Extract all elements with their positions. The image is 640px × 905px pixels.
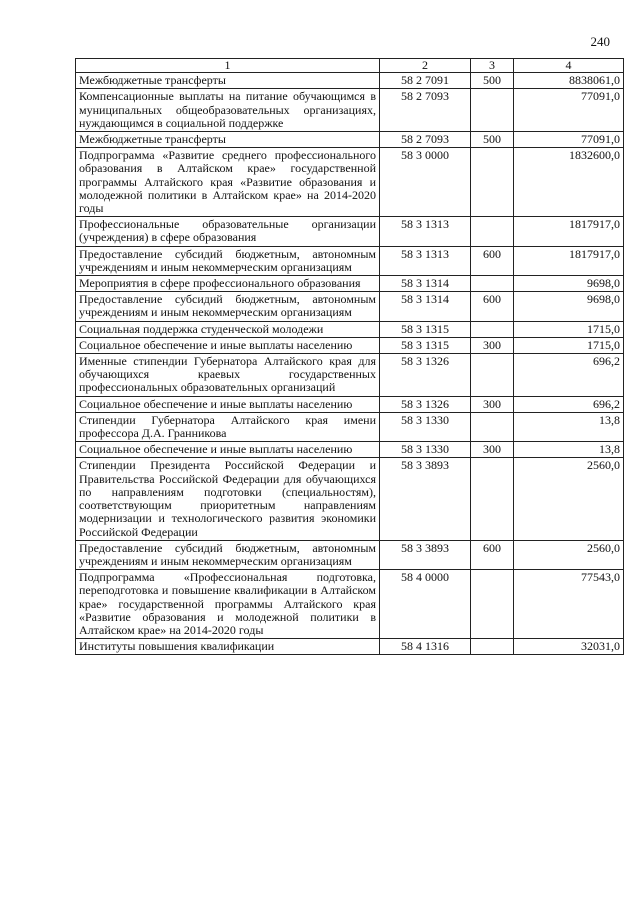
row-name-cell: Социальное обеспечение и иные выплаты населению (76, 396, 380, 412)
column-header: 4 (514, 59, 624, 73)
table-row (76, 246, 624, 275)
table-row (76, 396, 624, 412)
row-code-cell: 58 3 1315 (380, 337, 471, 353)
row-type-cell (471, 321, 514, 337)
row-type-cell: 600 (471, 540, 514, 569)
row-code-cell: 58 3 0000 (380, 148, 471, 217)
table-row (76, 73, 624, 89)
row-name-cell: Компенсационные выплаты на питание обучающимся в муниципальных общеобразовательных организациях, нуждающимся в социальной поддержке (76, 89, 380, 132)
row-name-cell: Подпрограмма «Профессиональная подготовка, переподготовка и повышение квалификации в Алтайском крае» государственной программы Алтайского края «Развитие образования и молодежной политики в Алтайском крае» на 2014-2020 годы (76, 570, 380, 639)
column-header: 3 (471, 59, 514, 73)
row-code-cell: 58 2 7093 (380, 89, 471, 132)
row-amount-cell: 13,8 (514, 442, 624, 458)
row-code-cell: 58 4 0000 (380, 570, 471, 639)
row-code-cell: 58 3 1326 (380, 396, 471, 412)
row-amount-cell: 696,2 (514, 354, 624, 397)
row-type-cell: 500 (471, 132, 514, 148)
table-row (76, 458, 624, 540)
table-row (76, 337, 624, 353)
row-amount-cell: 9698,0 (514, 276, 624, 292)
table-row (76, 639, 624, 655)
row-name-cell: Институты повышения квалификации (76, 639, 380, 655)
row-name-cell: Именные стипендии Губернатора Алтайского края для обучающихся краевых государственных профессиональных образовательных организаций (76, 354, 380, 397)
row-amount-cell: 8838061,0 (514, 73, 624, 89)
row-amount-cell: 1715,0 (514, 321, 624, 337)
row-amount-cell: 9698,0 (514, 292, 624, 321)
row-amount-cell: 32031,0 (514, 639, 624, 655)
row-amount-cell: 1832600,0 (514, 148, 624, 217)
row-name-cell: Подпрограмма «Развитие среднего профессионального образования в Алтайском крае» государственной программы Алтайского края «Развитие образования и молодежной политики в Алтайском крае» на 2014-2020 годы (76, 148, 380, 217)
row-name-cell: Предоставление субсидий бюджетным, автономным учреждениям и иным некоммерческим организациям (76, 246, 380, 275)
row-type-cell: 300 (471, 442, 514, 458)
row-amount-cell: 1817917,0 (514, 217, 624, 246)
row-type-cell (471, 89, 514, 132)
column-header: 1 (76, 59, 380, 73)
row-name-cell: Социальная поддержка студенческой молодежи (76, 321, 380, 337)
row-amount-cell: 2560,0 (514, 540, 624, 569)
row-code-cell: 58 3 1315 (380, 321, 471, 337)
row-name-cell: Предоставление субсидий бюджетным, автономным учреждениям и иным некоммерческим организациям (76, 540, 380, 569)
row-type-cell (471, 354, 514, 397)
page-number: 240 (590, 34, 610, 49)
table-row (76, 321, 624, 337)
row-name-cell: Социальное обеспечение и иные выплаты населению (76, 337, 380, 353)
budget-table (75, 58, 624, 655)
row-code-cell: 58 3 3893 (380, 458, 471, 540)
column-header: 2 (380, 59, 471, 73)
table-row (76, 412, 624, 441)
table-row (76, 217, 624, 246)
row-code-cell: 58 3 1314 (380, 276, 471, 292)
table-row (76, 292, 624, 321)
row-code-cell: 58 3 1314 (380, 292, 471, 321)
row-amount-cell: 77091,0 (514, 132, 624, 148)
table-body (76, 73, 624, 655)
row-name-cell: Межбюджетные трансферты (76, 73, 380, 89)
row-code-cell: 58 2 7093 (380, 132, 471, 148)
row-type-cell (471, 276, 514, 292)
row-type-cell (471, 412, 514, 441)
row-code-cell: 58 3 1330 (380, 442, 471, 458)
row-amount-cell: 2560,0 (514, 458, 624, 540)
row-type-cell: 600 (471, 246, 514, 275)
table-row (76, 276, 624, 292)
table-header-row (76, 59, 624, 73)
row-code-cell: 58 2 7091 (380, 73, 471, 89)
row-name-cell: Социальное обеспечение и иные выплаты населению (76, 442, 380, 458)
row-amount-cell: 77091,0 (514, 89, 624, 132)
row-type-cell: 300 (471, 337, 514, 353)
row-code-cell: 58 3 1313 (380, 217, 471, 246)
row-name-cell: Мероприятия в сфере профессионального образования (76, 276, 380, 292)
row-type-cell (471, 570, 514, 639)
row-amount-cell: 1715,0 (514, 337, 624, 353)
row-name-cell: Профессиональные образовательные организации (учреждения) в сфере образования (76, 217, 380, 246)
row-code-cell: 58 3 1330 (380, 412, 471, 441)
table-row (76, 148, 624, 217)
row-type-cell (471, 639, 514, 655)
row-name-cell: Стипендии Президента Российской Федерации и Правительства Российской Федерации для обучающихся по направлениям подготовки (специальностям), соответствующим приоритетным направлениям модернизации и технологического развития экономики Российской Федерации (76, 458, 380, 540)
row-type-cell (471, 217, 514, 246)
row-code-cell: 58 3 1326 (380, 354, 471, 397)
table-row (76, 132, 624, 148)
row-type-cell (471, 148, 514, 217)
table-row (76, 442, 624, 458)
row-name-cell: Предоставление субсидий бюджетным, автономным учреждениям и иным некоммерческим организациям (76, 292, 380, 321)
row-amount-cell: 696,2 (514, 396, 624, 412)
row-code-cell: 58 4 1316 (380, 639, 471, 655)
row-amount-cell: 1817917,0 (514, 246, 624, 275)
row-type-cell (471, 458, 514, 540)
row-name-cell: Стипендии Губернатора Алтайского края имени профессора Д.А. Гранникова (76, 412, 380, 441)
table-row (76, 89, 624, 132)
row-type-cell: 500 (471, 73, 514, 89)
row-type-cell: 600 (471, 292, 514, 321)
row-type-cell: 300 (471, 396, 514, 412)
row-name-cell: Межбюджетные трансферты (76, 132, 380, 148)
table-row (76, 354, 624, 397)
row-amount-cell: 13,8 (514, 412, 624, 441)
table-row (76, 540, 624, 569)
row-amount-cell: 77543,0 (514, 570, 624, 639)
table-row (76, 570, 624, 639)
row-code-cell: 58 3 3893 (380, 540, 471, 569)
row-code-cell: 58 3 1313 (380, 246, 471, 275)
